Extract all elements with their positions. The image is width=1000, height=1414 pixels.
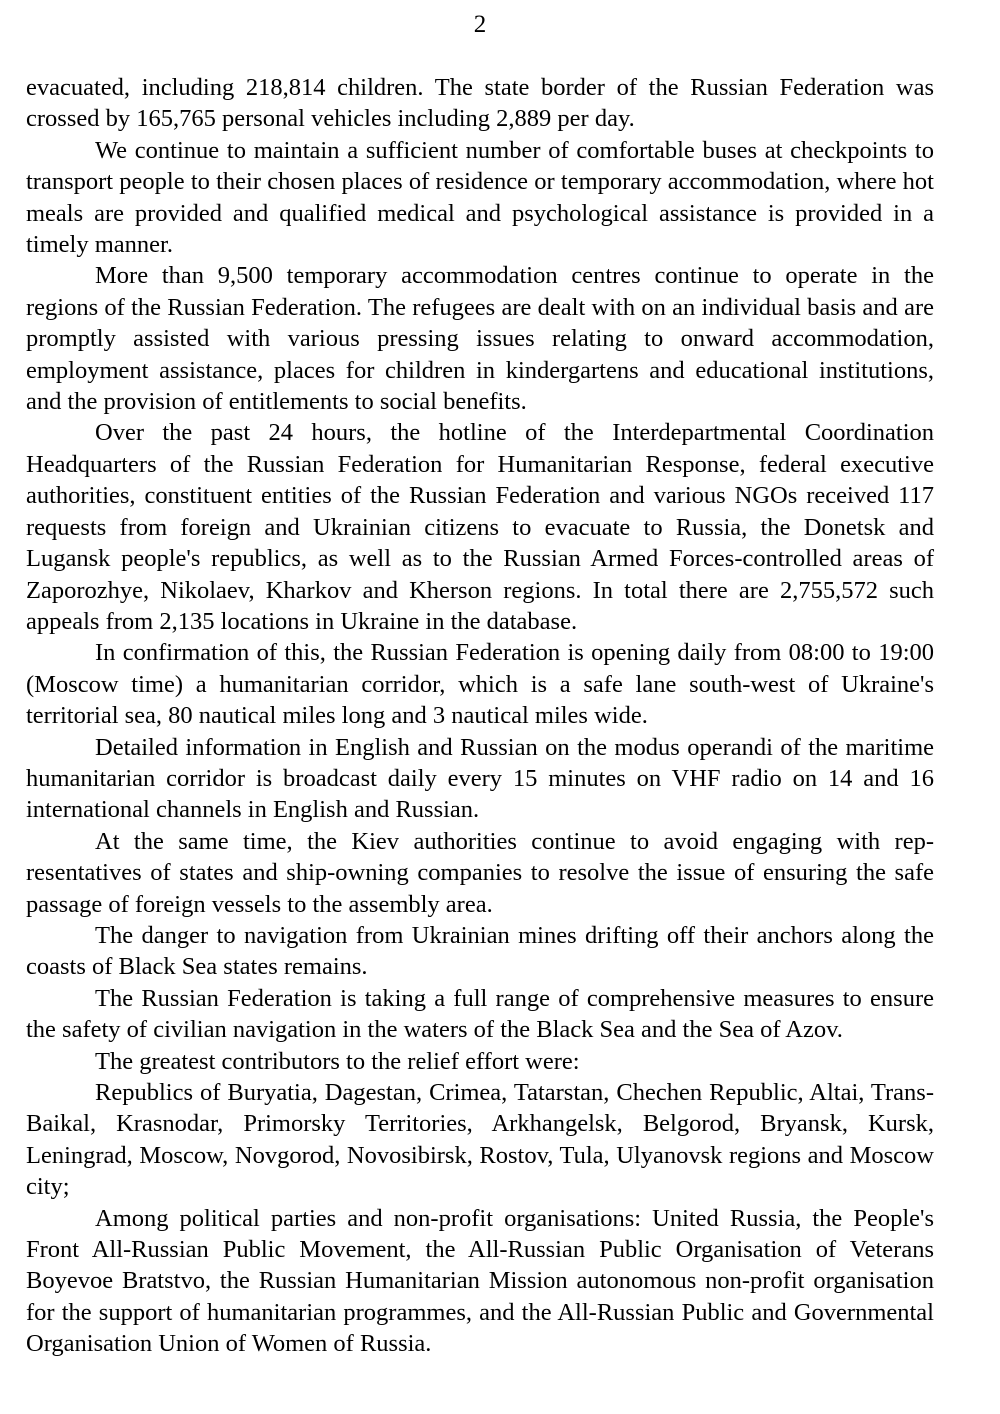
paragraph-contributor-organisations: Among political parties and non-profit organisations: United Russia, the People's Front All-Russian Public Movement, the All-Russian Public Organisation of Veterans Boyevoe Bratstvo, the Russian Humanitarian Mission autonomous non-profit organisation for the support of humanitarian programmes, and the All-Russian Public and Governmental Organisation Union of Women of Russia. — [26, 1204, 934, 1358]
paragraph-humanitarian-corridor: In confirmation of this, the Russian Federation is opening daily from 08:00 to 19:00 (Moscow time) a humanitarian corridor, which is a safe lane south-west of Ukraine's territorial sea, 80 nautical miles long and 3 nautical miles wide. — [26, 639, 934, 730]
paragraph-vhf-broadcast: Detailed information in English and Russian on the modus operandi of the maritime humanitarian corridor is broadcast daily every 15 minutes on VHF radio on 14 and 16 international channels in English and Russian. — [26, 733, 934, 824]
paragraph-kiev-authorities: At the same time, the Kiev authorities continue to avoid engaging with representatives of states and ship-owning companies to resolve the issue of ensuring the safe passage of foreign vessels to the assembly area. — [26, 827, 934, 918]
paragraph-navigation-safety: The Russian Federation is taking a full range of comprehensive measures to ensure the safety of civilian navigation in the waters of the Black Sea and the Sea of Azov. — [26, 984, 934, 1044]
page-number: 2 — [473, 11, 487, 38]
paragraph-evacuation-continued: evacuated, including 218,814 children. The state border of the Russian Federation was crossed by 165,765 personal vehicles including 2,889 per day. — [26, 74, 934, 133]
paragraph-accommodation-centres: More than 9,500 temporary accommodation centres continue to operate in the regions of the Russian Federation. The refugees are dealt with on an individual basis and are promptly assisted with various pressing issues relating to onward accommodation, employment assistance, places for children in kindergartens and educational institutions, and the provision of entitlements to social benefits. — [26, 262, 934, 416]
paragraph-hotline-requests: Over the past 24 hours, the hotline of the Interdepartmental Coordination Headquarters of the Russian Federation for Humanitarian Response, federal executive authorities, constituent entities of the Russian Federation and various NGOs received 117 requests from foreign and Ukrainian citizens to evacuate to Russia, the Donetsk and Lugansk people's republics, as well as to the Russian Armed Forces-controlled areas of Zaporozhye, Nikolaev, Kharkov and Kherson regions. In total there are 2,755,572 such appeals from 2,135 locations in Ukraine in the database. — [26, 419, 934, 635]
paragraph-contributor-regions: Republics of Buryatia, Dagestan, Crimea, Tatarstan, Chechen Republic, Altai, Trans-Baikal, Krasnodar, Primorsky Territories, Arkhangelsk, Belgorod, Bryansk, Kursk, Leningrad, Moscow, Novgorod, Novosibirsk, Rostov, Tula, Ulyanovsk regions and Moscow city; — [26, 1079, 934, 1201]
paragraph-contributors-intro: The greatest contributors to the relief effort were: — [95, 1047, 580, 1075]
paragraph-mines-danger: The danger to navigation from Ukrainian mines drifting off their anchors along the coasts of Black Sea states remains. — [26, 921, 934, 981]
paragraph-buses: We continue to maintain a sufficient number of comfortable buses at checkpoints to transport people to their chosen places of residence or temporary accommodation, where hot meals are provided and qualified medical and psychological assistance is provided in a timely manner. — [26, 136, 934, 259]
document-page — [26, 10, 934, 1360]
